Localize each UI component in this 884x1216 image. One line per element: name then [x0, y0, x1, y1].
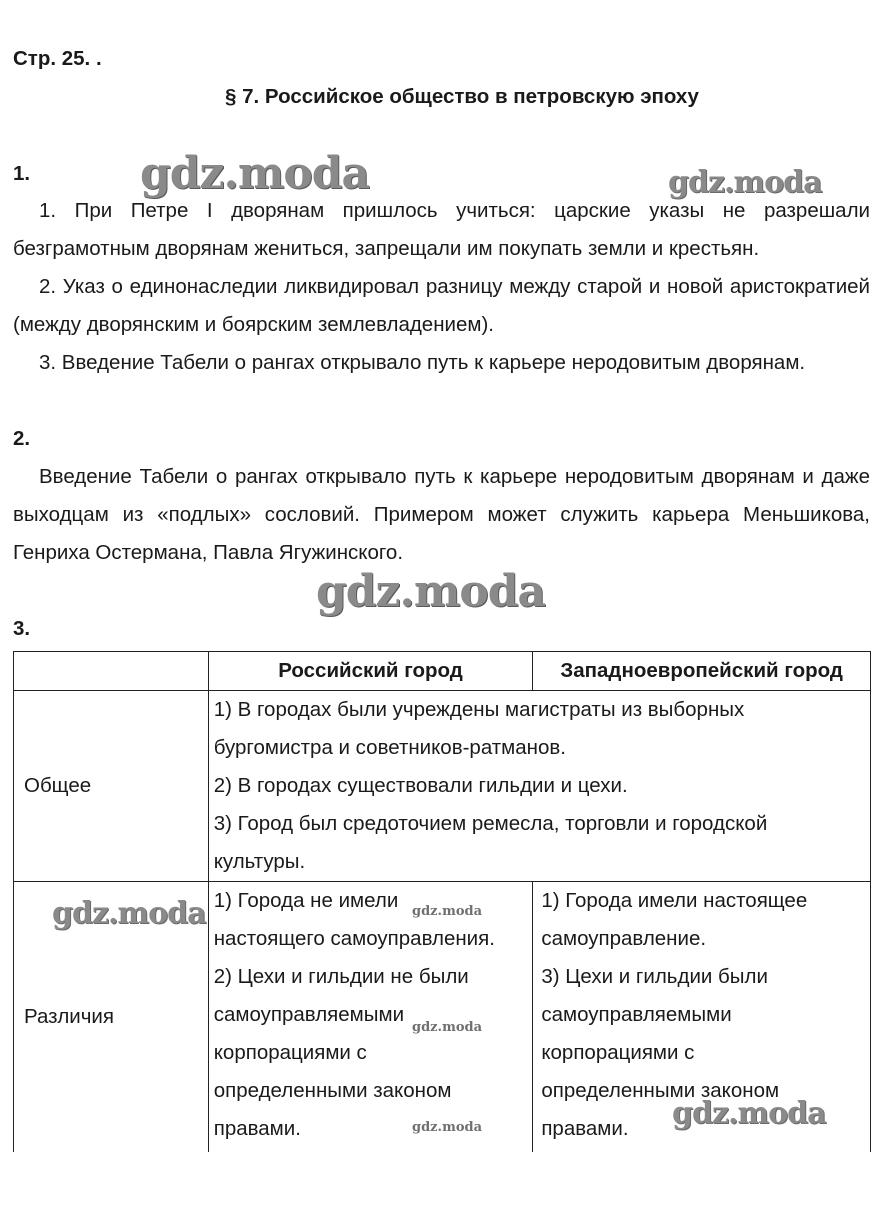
question-1-paragraph-2: 2. Указ о единонаследии ликвидировал разницу между старой и новой аристократией (между дворянским и боярским землевладением). — [13, 275, 870, 336]
section-title: § 7. Российское общество в петровскую эпоху — [225, 85, 699, 108]
western-line: корпорациями с — [541, 1041, 695, 1064]
watermark-logo: gdz.moda — [672, 1096, 826, 1131]
western-line: правами. — [541, 1117, 629, 1140]
common-line: 1) В городах были учреждены магистраты из выборных — [213, 698, 745, 721]
common-label: Общее — [14, 691, 209, 882]
russian-differences-cell — [208, 882, 533, 1152]
russian-line: определенными законом — [213, 1079, 452, 1102]
common-line: культуры. — [213, 850, 306, 873]
table-row-common — [14, 691, 871, 882]
question-1-number: 1. — [13, 162, 31, 185]
russian-line: настоящего самоуправления. — [213, 927, 495, 950]
common-line: бургомистра и советников-ратманов. — [213, 736, 566, 759]
watermark-logo: gdz.moda — [412, 904, 483, 919]
common-line: 2) В городах существовали гильдии и цехи. — [213, 774, 628, 797]
watermark-logo: gdz.moda — [412, 1120, 483, 1135]
western-line: определенными законом — [541, 1079, 780, 1102]
question-2-number: 2. — [13, 427, 31, 450]
watermark-logo: gdz.moda — [668, 165, 822, 200]
russian-line: корпорациями с — [213, 1041, 367, 1064]
question-1-paragraph-3: 3. Введение Табели о рангах открывало путь к карьере неродовитым дворянам. — [39, 351, 806, 374]
common-cell — [208, 691, 870, 882]
western-line: самоуправляемыми — [541, 1003, 732, 1026]
question-1-paragraph-1: 1. При Петре I дворянам пришлось учиться: царские указы не разрешали безграмотным дворянам жениться, запрещали им покупать земли и крестьян. — [13, 199, 870, 260]
watermark-logo: gdz.moda — [316, 566, 546, 617]
western-line: 3) Цехи и гильдии были — [541, 965, 768, 988]
header-empty-cell — [14, 652, 209, 691]
western-line: самоуправление. — [541, 927, 707, 950]
russian-line: 1) Города не имели — [213, 889, 399, 912]
watermark-logo: gdz.moda — [52, 896, 206, 931]
watermark-logo: gdz.moda — [140, 148, 370, 199]
russian-line: самоуправляемыми — [213, 1003, 405, 1026]
russian-line: правами. — [213, 1117, 301, 1140]
table-header-row — [14, 652, 871, 691]
question-2-paragraph: Введение Табели о рангах открывало путь к карьере неродовитым дворянам и даже выходцам из «подлых» сословий. Примером может служить карьера Меньшикова, Генриха Остермана, Павла Ягужинского. — [13, 465, 870, 564]
differences-label: Различия — [14, 882, 209, 1152]
page-label: Стр. 25. . — [13, 47, 102, 70]
header-western-city: Западноевропейский город — [533, 652, 871, 691]
header-russian-city: Российский город — [208, 652, 533, 691]
common-line: 3) Город был средоточием ремесла, торговли и городской — [213, 812, 768, 835]
watermark-logo: gdz.moda — [412, 1020, 483, 1035]
western-line: 1) Города имели настоящее — [541, 889, 808, 912]
russian-line: 2) Цехи и гильдии не были — [213, 965, 469, 988]
question-3-number: 3. — [13, 617, 31, 640]
